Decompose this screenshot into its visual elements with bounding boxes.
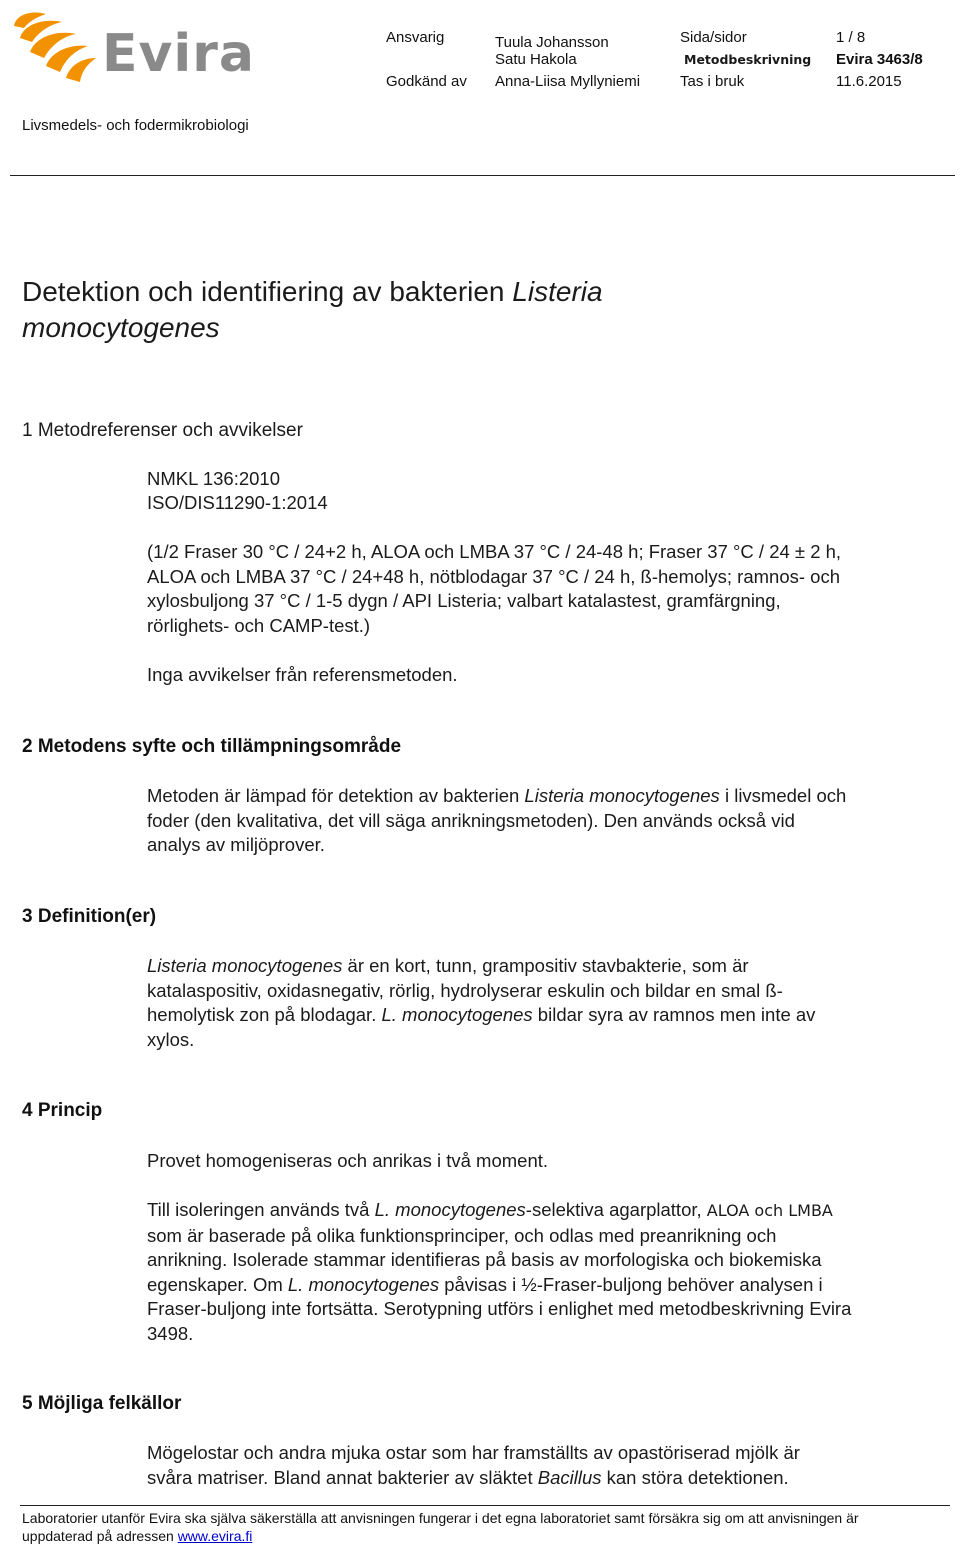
page-title — [22, 274, 922, 346]
s5-text: kan störa detektionen. — [601, 1466, 789, 1488]
header-divider — [10, 175, 955, 176]
s5-text: svåra matriser. Bland annat bakterier av släktet — [147, 1466, 538, 1488]
conditions-line-2: ALOA och LMBA 37 °C / 24+48 h, nötblodagar 37 °C / 24 h, ß-hemolys; ramnos- och — [147, 565, 840, 587]
s4-line-3: anrikning. Isolerade stammar identifieras på basis av morfologiska och biokemiska — [147, 1249, 822, 1270]
tas-value: 11.6.2015 — [836, 73, 902, 90]
s4-text: egenskaper. Om — [147, 1273, 288, 1295]
metod-label: Metodbeskrivning — [684, 52, 812, 67]
s3-text: bildar syra av ramnos men inte av — [532, 1004, 816, 1025]
s4-text: Till isoleringen används två — [147, 1199, 375, 1220]
conditions-line-3: xylosbuljong 37 °C / 1-5 dygn / API Listeria; valbart katalastest, gramfärgning, — [147, 590, 781, 611]
s2-line-2: foder (den kvalitativa, det vill säga anrikningsmetoden). Den används också vid — [147, 809, 795, 831]
section-1-ref-1: NMKL 136:2010 — [147, 468, 281, 489]
s4-line-5: Fraser-buljong inte fortsätta. Serotypning utförs i enlighet med metodbeskrivning Evira — [147, 1298, 852, 1319]
footer-line-2: uppdaterad på adressen — [22, 1528, 178, 1544]
evira-website-link[interactable]: www.evira.fi — [177, 1528, 253, 1544]
s3-species: L. monocytogenes — [381, 1004, 533, 1025]
s4-line-6: 3498. — [147, 1322, 194, 1344]
s3-text: hemolytisk zon på blodagar. — [147, 1004, 382, 1025]
godkand-name: Anna-Liisa Myllyniemi — [495, 73, 641, 90]
section-2-body — [147, 784, 952, 858]
section-4-body — [147, 1198, 947, 1346]
s4-species: L. monocytogenes — [374, 1199, 526, 1220]
godkand-label: Godkänd av — [386, 73, 467, 90]
section-4-heading: 4 Princip — [22, 1100, 103, 1121]
s5-line-1: Mögelostar och andra mjuka ostar som har framställts av opastöriserad mjölk är — [147, 1442, 800, 1463]
section-1-ref-2: ISO/DIS11290-1:2014 — [147, 492, 328, 513]
s4-text: påvisas i ½-Fraser-buljong behöver analysen i — [439, 1273, 823, 1295]
unit-name: Livsmedels- och fodermikrobiologi — [22, 117, 249, 134]
section-1-conditions — [147, 540, 947, 638]
s4-text: -selektiva agarplattor, — [525, 1199, 707, 1220]
s4-line-2: som är baserade på olika funktionsprinciper, och odlas med preanrikning och — [147, 1224, 777, 1246]
logo-wordmark: Evira — [102, 24, 255, 84]
s2-line-3: analys av miljöprover. — [147, 834, 325, 855]
conditions-line-4: rörlighets- och CAMP-test.) — [147, 614, 371, 636]
s3-species: Listeria monocytogenes — [147, 955, 343, 976]
footer-note — [22, 1509, 952, 1545]
s3-line-4: xylos. — [147, 1028, 195, 1050]
sida-label: Sida/sidor — [680, 29, 747, 46]
section-5-body — [147, 1441, 947, 1490]
s2-text: i livsmedel och — [719, 785, 847, 806]
section-1-heading: 1 Metodreferenser och avvikelser — [22, 420, 303, 441]
title-italic-2: monocytogenes — [22, 312, 220, 343]
s5-genus: Bacillus — [537, 1466, 602, 1488]
evira-logo — [10, 8, 265, 88]
conditions-line-1: (1/2 Fraser 30 °C / 24+2 h, ALOA och LMBA 37 °C / 24-48 h; Fraser 37 °C / 24 ± 2 h, — [147, 541, 842, 562]
section-3-heading: 3 Definition(er) — [22, 906, 157, 927]
section-2-heading: 2 Metodens syfte och tillämpningsområde — [22, 736, 402, 757]
section-4-intro: Provet homogeniseras och anrikas i två moment. — [147, 1150, 549, 1171]
title-text: Detektion och identifiering av bakterien — [22, 276, 513, 307]
footer-line-1: Laboratorier utanför Evira ska själva säkerställa att anvisningen fungerar i det egna laboratoriet samt försäkra sig om att anvisningen är — [22, 1510, 859, 1526]
ansvarig-label: Ansvarig — [386, 29, 445, 46]
metod-value: Evira 3463/8 — [836, 51, 923, 68]
footer-divider — [20, 1505, 950, 1506]
ansvarig-name-1: Tuula Johansson — [495, 34, 609, 51]
section-3-body — [147, 954, 937, 1052]
section-5-heading: 5 Möjliga felkällor — [22, 1393, 182, 1414]
section-1-deviation: Inga avvikelser från referensmetoden. — [147, 664, 458, 685]
s4-media: ALOA och LMBA — [706, 1201, 833, 1220]
tas-label: Tas i bruk — [680, 73, 745, 90]
ansvarig-name-2: Satu Hakola — [495, 51, 577, 68]
s2-text: Metoden är lämpad för detektion av bakterien — [147, 785, 525, 806]
title-italic-1: Listeria — [512, 276, 603, 307]
sida-value: 1 / 8 — [836, 29, 866, 46]
s3-line-2: katalaspositiv, oxidasnegativ, rörlig, hydrolyserar eskulin och bildar en smal ß- — [147, 979, 783, 1001]
s4-species: L. monocytogenes — [287, 1273, 440, 1295]
s2-species: Listeria monocytogenes — [524, 785, 720, 806]
s3-text: är en kort, tunn, grampositiv stavbakterie, som är — [342, 955, 749, 976]
